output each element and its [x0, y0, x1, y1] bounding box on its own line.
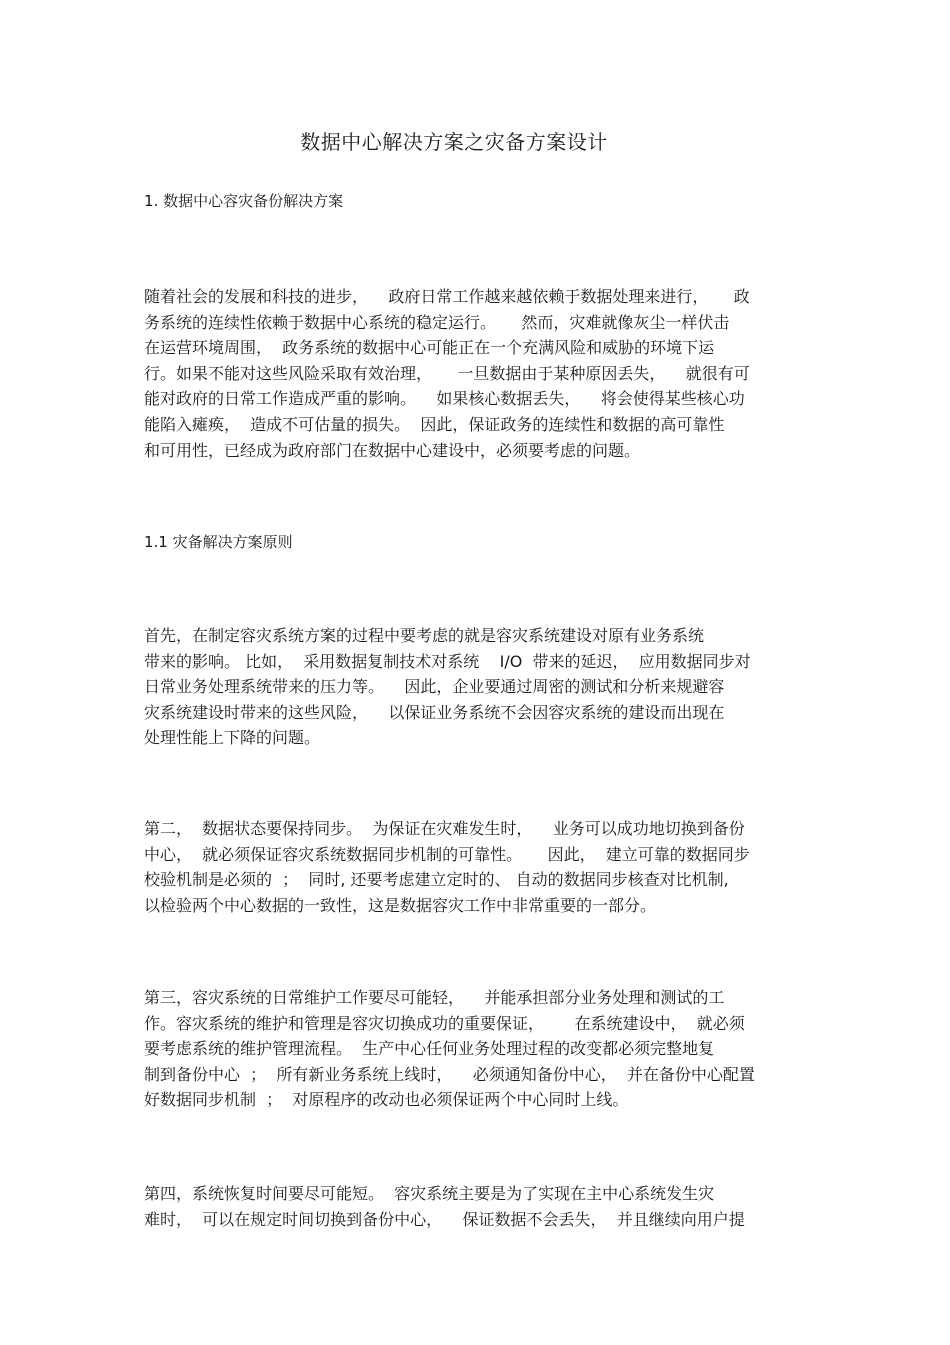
paragraph-line: 中心， 就必须保证容灾系统数据同步机制的可靠性。 因此， 建立可靠的数据同步 [144, 844, 750, 864]
paragraph-line: 灾系统建设时带来的这些风险， 以保证业务系统不会因容灾系统的建设而出现在 [144, 702, 725, 722]
paragraph-line: 要考虑系统的维护管理流程。 生产中心任何业务处理过程的改变都必须完整地复 [144, 1039, 715, 1059]
paragraph-line: 带来的影响。 比如， 采用数据复制技术对系统 I/O 带来的延迟， 应用数据同步对 [144, 651, 751, 671]
principle-paragraph-4 [144, 1181, 809, 1232]
paragraph-line: 难时， 可以在规定时间切换到备份中心， 保证数据不会丢失， 并且继续向用户提 [144, 1209, 745, 1229]
paragraph-line: 校验机制是必须的 ； 同时, 还要考虑建立定时的、 自动的数据同步核查对比机制, [144, 870, 729, 890]
section-heading-1: 1. 数据中心容灾备份解决方案 [144, 192, 344, 210]
paragraph-line: 第二， 数据状态要保持同步。 为保证在灾难发生时， 业务可以成功地切换到备份 [144, 819, 745, 838]
paragraph-line: 行。如果不能对这些风险采取有效治理， 一旦数据由于某种原因丢失， 就很有可 [144, 363, 750, 383]
principle-paragraph-2 [144, 816, 809, 918]
paragraph-line: 首先，在制定容灾系统方案的过程中要考虑的就是容灾系统建设对原有业务系统 [144, 626, 705, 645]
paragraph-line: 务系统的连续性依赖于数据中心系统的稳定运行。 然而，灾难就像灰尘一样伏击 [144, 312, 730, 332]
paragraph-line: 能对政府的日常工作造成严重的影响。 如果核心数据丢失， 将会使得某些核心功 [144, 389, 745, 409]
paragraph-line: 日常业务处理系统带来的压力等。 因此，企业要通过周密的测试和分析来规避容 [144, 677, 725, 697]
paragraph-line: 第三，容灾系统的日常维护工作要尽可能轻， 并能承担部分业务处理和测试的工 [144, 988, 725, 1007]
paragraph-line: 在运营环境周围， 政务系统的数据中心可能正在一个充满风险和威胁的环境下运 [144, 338, 715, 358]
paragraph-line: 好数据同步机制 ； 对原程序的改动也必须保证两个中心同时上线。 [144, 1090, 629, 1110]
paragraph-line: 能陷入瘫痪， 造成不可估量的损失。 因此，保证政务的连续性和数据的高可靠性 [144, 414, 725, 434]
paragraph-line: 和可用性，已经成为政府部门在数据中心建设中，必须要考虑的问题。 [144, 440, 641, 460]
paragraph-line: 第四，系统恢复时间要尽可能短。 容灾系统主要是为了实现在主中心系统发生灾 [144, 1184, 715, 1203]
paragraph-line: 以检验两个中心数据的一致性，这是数据容灾工作中非常重要的一部分。 [144, 895, 657, 915]
intro-paragraph [144, 284, 809, 463]
paragraph-line: 作。容灾系统的维护和管理是容灾切换成功的重要保证， 在系统建设中， 就必须 [144, 1013, 745, 1033]
document-title: 数据中心解决方案之灾备方案设计 [300, 130, 608, 154]
paragraph-line: 处理性能上下降的问题。 [144, 728, 321, 748]
paragraph-line: 制到备份中心 ； 所有新业务系统上线时， 必须通知备份中心， 并在备份中心配置 [144, 1064, 755, 1084]
paragraph-line: 随着社会的发展和科技的进步， 政府日常工作越来越依赖于数据处理来进行， 政 [144, 287, 750, 306]
principle-paragraph-1 [144, 623, 809, 751]
section-heading-1-1: 1.1 灾备解决方案原则 [144, 533, 293, 551]
principle-paragraph-3 [144, 985, 809, 1113]
